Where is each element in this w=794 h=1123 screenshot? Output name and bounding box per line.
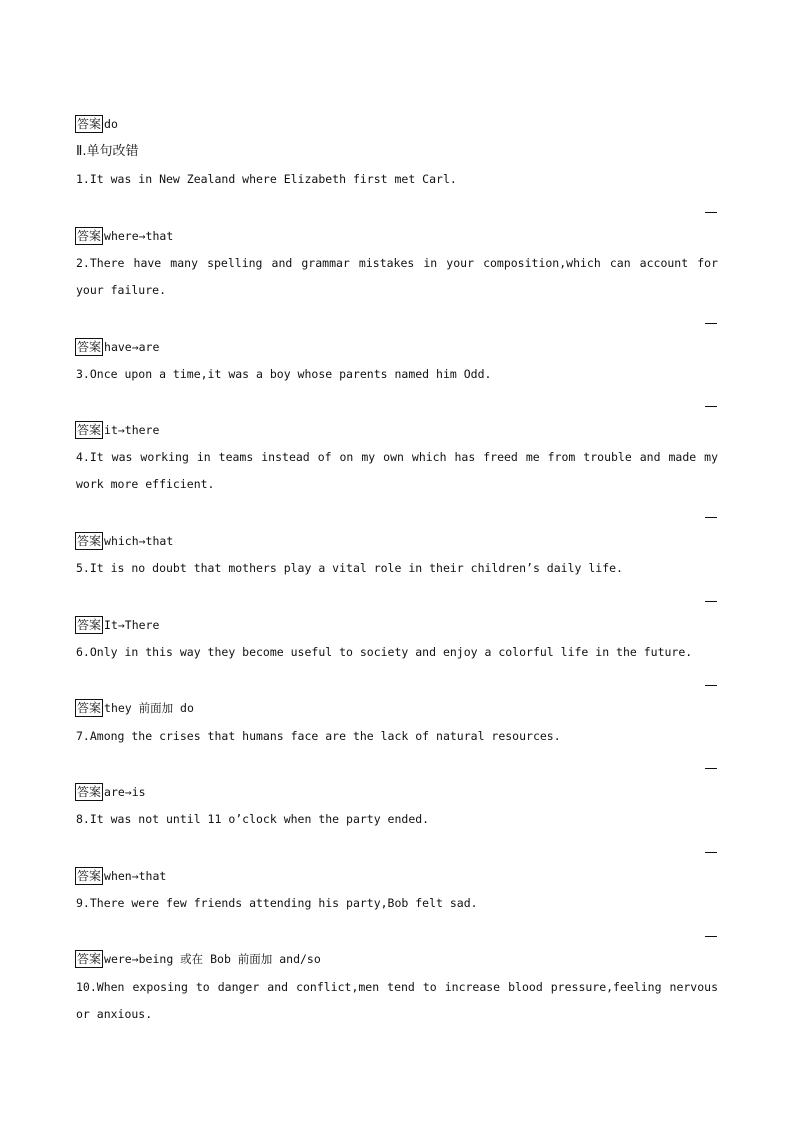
question-1: 1.It was in New Zealand where Elizabeth first met Carl. [76,172,457,186]
answer-tag: 答案 [77,117,102,131]
question-5: 5.It is no doubt that mothers play a vital role in their children’s daily life. [76,561,623,575]
answer-line-top [76,115,118,133]
answer-line-7 [76,783,146,801]
answer-line-2 [76,338,159,356]
answer-line-8 [76,867,166,885]
blank-line [705,852,717,853]
blank-line [705,601,717,602]
blank-line [705,212,717,213]
answer-line-9 [76,950,321,968]
answer-line-4 [76,532,173,550]
question-4: 4.It was working in teams instead of on my own which has freed me from trouble and made my work more efficient. [76,450,718,491]
question-7: 7.Among the crises that humans face are the lack of natural resources. [76,729,561,743]
question-3: 3.Once upon a time,it was a boy whose parents named him Odd. [76,367,492,381]
answer-tag: 答案 [77,618,102,632]
question-2: 2.There have many spelling and grammar mistakes in your composition,which can account for your failure. [76,256,718,297]
blank-line [705,685,717,686]
answer-text: It→There [104,618,160,632]
answer-text: have→are [104,340,160,354]
answer-text: are→is [104,785,146,799]
question-10: 10.When exposing to danger and conflict,men tend to increase blood pressure,feeling nervous or anxious. [76,980,718,1021]
answer-line-5 [76,616,159,634]
answer-text: they 前面加 do [104,701,194,715]
answer-text: it→there [104,423,160,437]
answer-text: which→that [104,534,174,548]
answer-line-1 [76,227,173,245]
answer-tag: 答案 [77,701,102,715]
question-8: 8.It was not until 11 o’clock when the party ended. [76,812,430,826]
blank-line [705,323,717,324]
answer-tag: 答案 [77,423,102,437]
blank-line [705,517,717,518]
answer-text: where→that [104,229,174,243]
answer-tag: 答案 [77,952,102,966]
blank-line [705,768,717,769]
answer-text: when→that [104,869,167,883]
blank-line [705,936,717,937]
answer-text: do [104,117,118,131]
answer-tag: 答案 [77,534,102,548]
question-9: 9.There were few friends attending his party,Bob felt sad. [76,896,478,910]
answer-tag: 答案 [77,869,102,883]
answer-text: were→being 或在 Bob 前面加 and/so [104,952,321,966]
answer-line-3 [76,421,159,439]
section-title: Ⅱ.单句改错 [76,144,139,159]
answer-tag: 答案 [77,229,102,243]
answer-tag: 答案 [77,340,102,354]
question-6: 6.Only in this way they become useful to society and enjoy a colorful life in the future. [76,645,693,659]
answer-line-6 [76,699,194,717]
blank-line [705,406,717,407]
answer-tag: 答案 [77,785,102,799]
